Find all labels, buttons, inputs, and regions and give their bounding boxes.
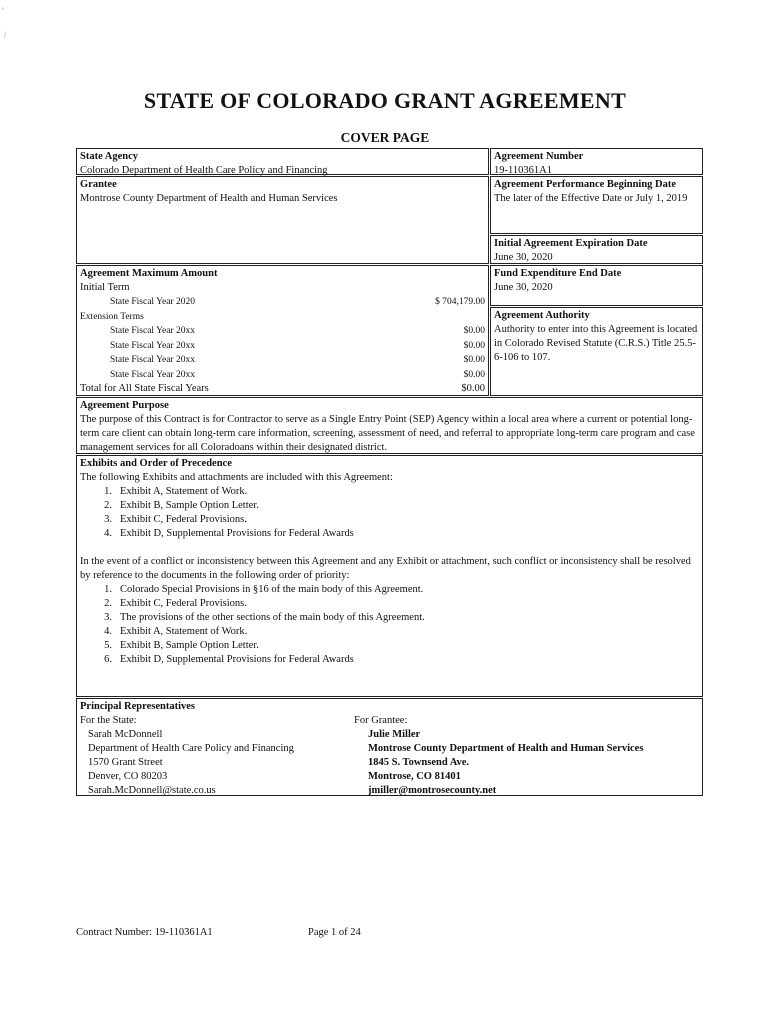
authority-cell bbox=[490, 307, 703, 396]
list-item bbox=[80, 653, 699, 667]
state-rep-street: 1570 Grant Street bbox=[88, 757, 163, 768]
initial-expiration-value: June 30, 2020 bbox=[494, 252, 553, 263]
exhibits-intro: The following Exhibits and attachments are included with this Agreement: bbox=[80, 472, 393, 483]
grantee-representative bbox=[354, 714, 699, 798]
page-number: Page 1 of 24 bbox=[308, 927, 361, 938]
fund-expenditure-label: Fund Expenditure End Date bbox=[494, 268, 622, 279]
state-rep-department: Department of Health Care Policy and Financing bbox=[88, 743, 294, 754]
fiscal-year-amount: $ 704,179.00 bbox=[435, 297, 485, 307]
list-item-text: The provisions of the other sections of the main body of this Agreement. bbox=[120, 612, 425, 623]
total-amount: $0.00 bbox=[461, 383, 485, 394]
exhibits-cell bbox=[76, 455, 703, 697]
list-item-text: Colorado Special Provisions in §16 of the main body of this Agreement. bbox=[120, 584, 424, 595]
state-agency-cell bbox=[76, 148, 489, 175]
state-rep-city: Denver, CO 80203 bbox=[88, 771, 168, 782]
fiscal-year-label: State Fiscal Year 20xx bbox=[110, 326, 195, 336]
grantee-rep-heading: For Grantee: bbox=[354, 715, 408, 726]
exhibits-label: Exhibits and Order of Precedence bbox=[80, 458, 232, 469]
fiscal-year-label: State Fiscal Year 20xx bbox=[110, 355, 195, 365]
initial-term-row bbox=[80, 295, 485, 310]
max-amount-cell bbox=[76, 265, 489, 396]
list-item-number: 5. bbox=[104, 640, 112, 651]
grantee-value: Montrose County Department of Health and Human Services bbox=[80, 193, 338, 204]
initial-expiration-cell bbox=[490, 235, 703, 264]
priority-list bbox=[80, 583, 699, 667]
grantee-label: Grantee bbox=[80, 179, 117, 190]
list-item-text: Exhibit D, Supplemental Provisions for Federal Awards bbox=[120, 654, 354, 665]
list-item bbox=[80, 527, 699, 541]
grantee-cell bbox=[76, 176, 489, 264]
conflict-text: In the event of a conflict or inconsistency between this Agreement and any Exhibit or attachment, such conflict or inconsistency shall be resolved by reference to the documents in the following order of priority: bbox=[80, 556, 691, 581]
fiscal-year-amount: $0.00 bbox=[463, 355, 485, 365]
fund-expenditure-value: June 30, 2020 bbox=[494, 282, 553, 293]
list-item bbox=[80, 499, 699, 513]
initial-term-label: Initial Term bbox=[80, 282, 130, 293]
representatives-cell bbox=[76, 698, 703, 796]
purpose-cell bbox=[76, 397, 703, 454]
total-label: Total for All State Fiscal Years bbox=[80, 383, 209, 394]
fiscal-year-amount: $0.00 bbox=[463, 326, 485, 336]
list-item bbox=[80, 625, 699, 639]
grantee-rep-department: Montrose County Department of Health and Human Services bbox=[368, 743, 644, 754]
state-agency-value: Colorado Department of Health Care Policy and Financing bbox=[80, 165, 328, 176]
performance-beginning-cell bbox=[490, 176, 703, 234]
fiscal-year-amount: $0.00 bbox=[463, 369, 485, 380]
fiscal-year-label: State Fiscal Year 20xx bbox=[110, 340, 195, 351]
list-item-text: Exhibit A, Statement of Work. bbox=[120, 626, 248, 637]
extension-terms-label: Extension Terms bbox=[80, 311, 144, 322]
list-item bbox=[80, 583, 699, 597]
list-item-number: 2. bbox=[104, 500, 112, 511]
performance-beginning-value: The later of the Effective Date or July 1, 2019 bbox=[494, 193, 688, 204]
purpose-text: The purpose of this Contract is for Contractor to serve as a Single Entry Point (SEP) Agency within a local area where a current or potential long-term care client can obtain long-term care information, screening, assessment of need, and referral to appropriate long-term care program and case management services for all Coloradoans within their designated district. bbox=[80, 414, 695, 453]
list-item-text: Exhibit A, Statement of Work. bbox=[120, 486, 248, 497]
list-item-number: 4. bbox=[104, 528, 112, 539]
list-item-number: 1. bbox=[104, 584, 112, 595]
fiscal-year-amount: $0.00 bbox=[463, 340, 485, 351]
list-item-text: Exhibit B, Sample Option Letter. bbox=[120, 500, 259, 511]
purpose-label: Agreement Purpose bbox=[80, 400, 169, 411]
list-item bbox=[80, 485, 699, 499]
state-rep-email: Sarah.McDonnell@state.co.us bbox=[88, 785, 216, 796]
extension-row bbox=[80, 353, 485, 368]
list-item-number: 6. bbox=[104, 654, 112, 665]
scan-artifact: ' bbox=[2, 6, 4, 16]
max-amount-label: Agreement Maximum Amount bbox=[80, 268, 218, 279]
grantee-rep-city: Montrose, CO 81401 bbox=[368, 771, 461, 782]
grantee-rep-name: Julie Miller bbox=[368, 729, 421, 740]
list-item-number: 1. bbox=[104, 486, 112, 497]
list-item-number: 2. bbox=[104, 598, 112, 609]
state-rep-heading: For the State: bbox=[80, 715, 137, 726]
list-item-number: 3. bbox=[104, 514, 112, 525]
page-subtitle: COVER PAGE bbox=[340, 130, 430, 145]
extension-row bbox=[80, 368, 485, 383]
authority-value: Authority to enter into this Agreement is located in Colorado Revised Statute (C.R.S.) Title 25.5-6-106 to 107. bbox=[494, 324, 698, 363]
fund-expenditure-cell bbox=[490, 265, 703, 306]
scan-artifact: / bbox=[4, 30, 7, 40]
initial-expiration-label: Initial Agreement Expiration Date bbox=[494, 238, 648, 249]
fiscal-year-label: State Fiscal Year 2020 bbox=[110, 297, 195, 307]
agreement-number-label: Agreement Number bbox=[494, 151, 584, 162]
representatives-label: Principal Representatives bbox=[80, 701, 195, 712]
extension-row bbox=[80, 339, 485, 354]
list-item-text: Exhibit C, Federal Provisions. bbox=[120, 514, 247, 525]
performance-beginning-label: Agreement Performance Beginning Date bbox=[494, 179, 677, 190]
list-item-number: 3. bbox=[104, 612, 112, 623]
fiscal-year-label: State Fiscal Year 20xx bbox=[110, 369, 195, 380]
list-item-text: Exhibit B, Sample Option Letter. bbox=[120, 640, 259, 651]
state-agency-label: State Agency bbox=[80, 151, 139, 162]
total-row bbox=[80, 382, 485, 396]
list-item bbox=[80, 597, 699, 611]
grantee-rep-email: jmiller@montrosecounty.net bbox=[368, 785, 497, 796]
list-item-text: Exhibit C, Federal Provisions. bbox=[120, 598, 247, 609]
authority-label: Agreement Authority bbox=[494, 310, 590, 321]
state-rep-name: Sarah McDonnell bbox=[88, 729, 163, 740]
list-item bbox=[80, 513, 699, 527]
state-representative bbox=[80, 714, 354, 798]
list-item bbox=[80, 639, 699, 653]
extension-row bbox=[80, 324, 485, 339]
list-item-text: Exhibit D, Supplemental Provisions for Federal Awards bbox=[120, 528, 354, 539]
page-title: STATE OF COLORADO GRANT AGREEMENT bbox=[143, 88, 627, 113]
grantee-rep-street: 1845 S. Townsend Ave. bbox=[368, 757, 470, 768]
agreement-number-value: 19-110361A1 bbox=[494, 165, 552, 176]
exhibits-list bbox=[80, 485, 699, 541]
contract-number-footer: Contract Number: 19-110361A1 bbox=[76, 927, 213, 938]
list-item-number: 4. bbox=[104, 626, 112, 637]
agreement-number-cell bbox=[490, 148, 703, 175]
list-item bbox=[80, 611, 699, 625]
